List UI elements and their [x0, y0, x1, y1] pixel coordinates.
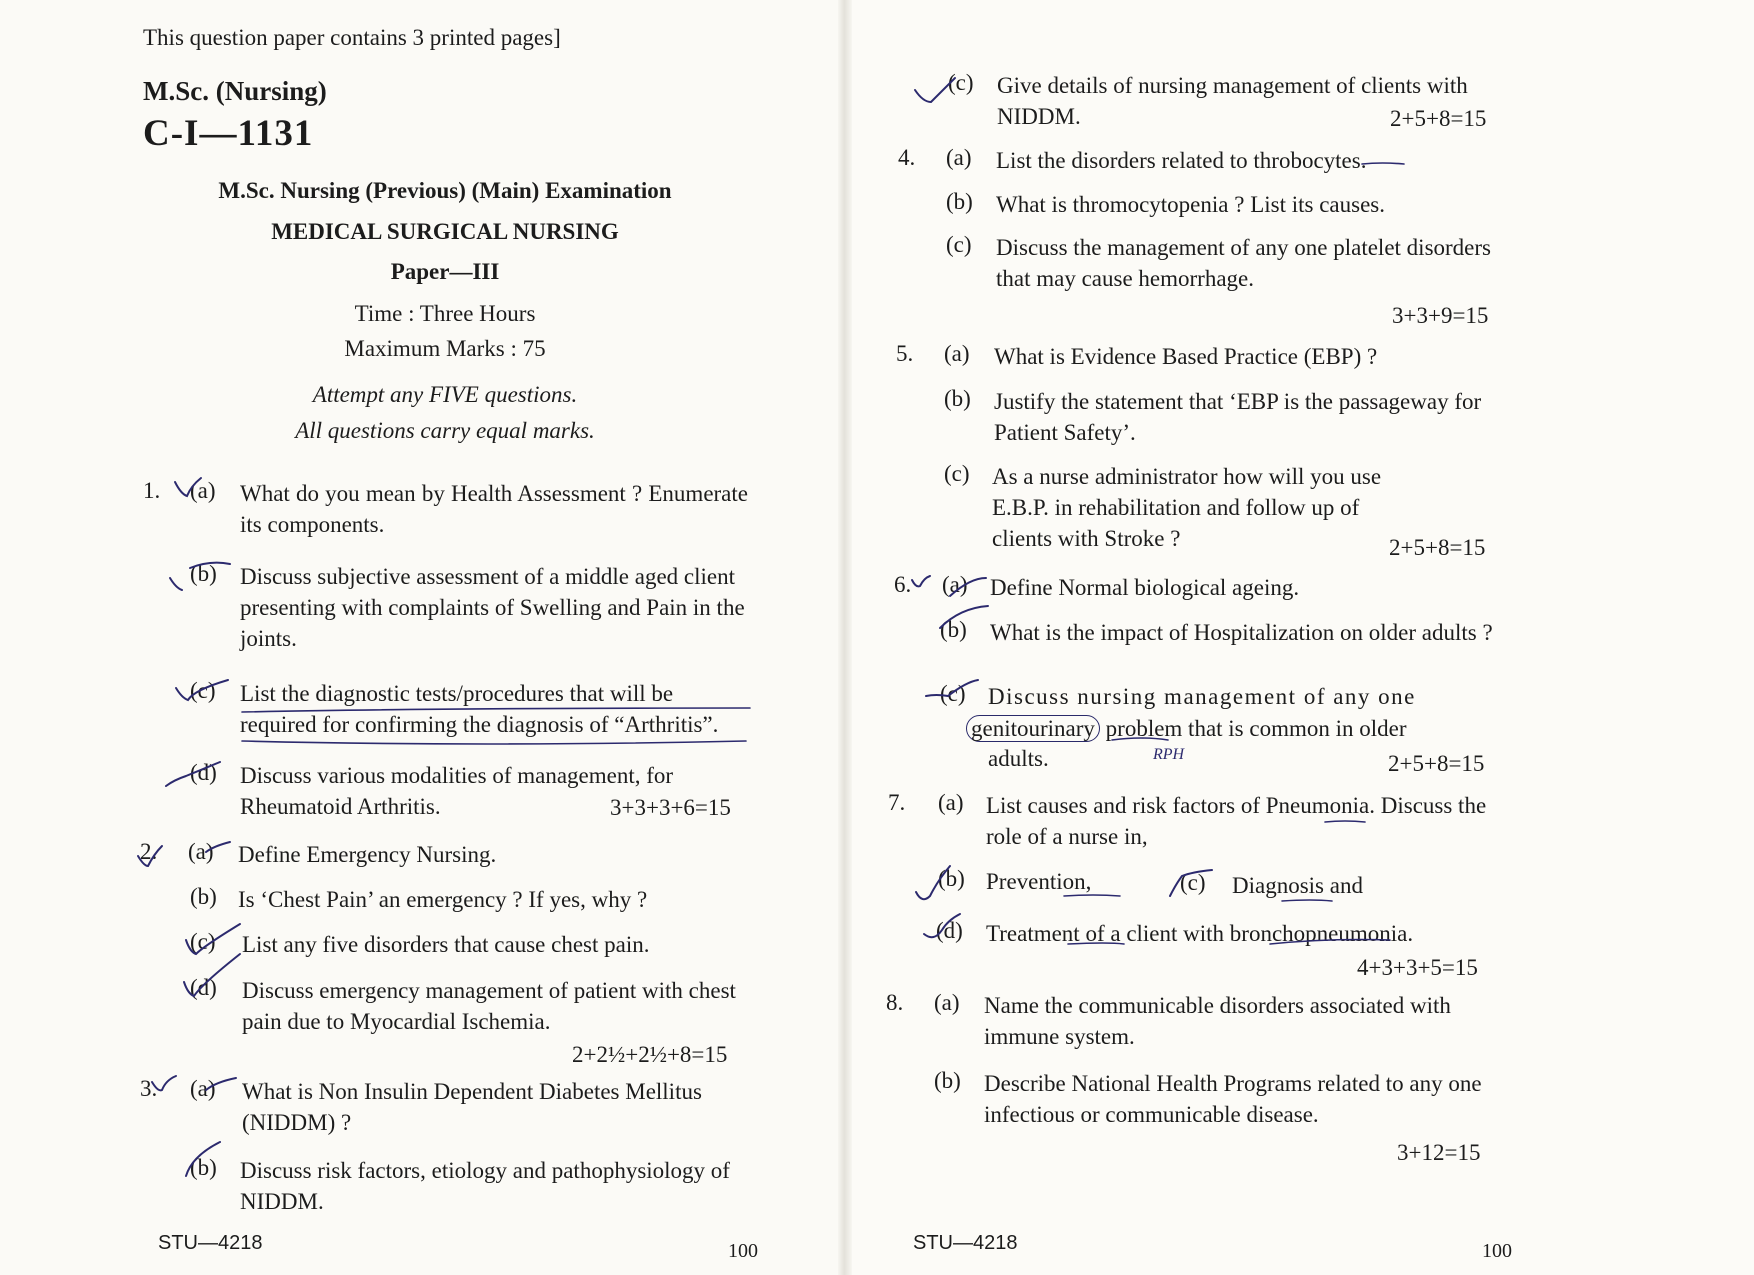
- q7-part-d-label: (d): [936, 918, 963, 943]
- question-6-number: 6.: [894, 572, 912, 597]
- q1-part-c-text: List the diagnostic tests/procedures that will be required for confirming the diagnosis of “Arthritis”.: [240, 681, 719, 737]
- q2-part-a-text: Define Emergency Nursing.: [238, 842, 497, 867]
- q3-part-c-text: Give details of nursing management of clients with NIDDM.: [997, 73, 1468, 129]
- right-footer-page: 100: [1482, 1240, 1512, 1262]
- instruction-attempt: Attempt any FIVE questions.: [312, 382, 578, 407]
- time-allowed: Time : Three Hours: [354, 301, 536, 326]
- right-footer-code: STU—4218: [913, 1232, 1018, 1254]
- paper-number: Paper—III: [390, 259, 500, 284]
- paper-code: C-I—1131: [143, 113, 314, 154]
- q3-part-b-label: (b): [190, 1155, 217, 1180]
- q6-part-b-label: (b): [940, 617, 967, 642]
- q6-part-c-text-line3: adults.: [988, 746, 1049, 771]
- q3-part-b-text: Discuss risk factors, etiology and pathophysiology of NIDDM.: [240, 1158, 730, 1214]
- q1-part-d-text: Discuss various modalities of management, for Rheumatoid Arthritis.: [240, 763, 674, 819]
- left-footer-code: STU—4218: [158, 1232, 263, 1254]
- q4-part-b-text: What is thromocytopenia ? List its causes.: [996, 192, 1385, 217]
- q7-marks: 4+3+3+5=15: [1357, 955, 1478, 980]
- q1-part-a-text: What do you mean by Health Assessment ? Enumerate its components.: [240, 481, 748, 537]
- q6-part-c-label: (c): [940, 681, 966, 706]
- q2-part-a-label: (a): [188, 839, 214, 864]
- q6-circled-word: genitourinary: [966, 715, 1100, 742]
- left-footer-page: 100: [728, 1240, 758, 1262]
- q1-part-b-text: Discuss subjective assessment of a middle aged client presenting with complaints of Swelling and Pain in the joints.: [240, 564, 745, 651]
- subject-title: MEDICAL SURGICAL NURSING: [271, 219, 619, 244]
- q4-part-b-label: (b): [946, 189, 973, 214]
- q8-part-a-label: (a): [934, 990, 960, 1015]
- q8-marks: 3+12=15: [1397, 1140, 1481, 1165]
- q8-part-b-text: Describe National Health Programs related to any one infectious or communicable disease.: [984, 1071, 1482, 1127]
- question-8-number: 8.: [886, 990, 904, 1015]
- q2-part-c-label: (c): [190, 929, 216, 954]
- q6-part-b-text: What is the impact of Hospitalization on older adults ?: [990, 620, 1493, 645]
- q4-part-c-text: Discuss the management of any one platelet disorders that may cause hemorrhage.: [996, 235, 1491, 291]
- question-5-number: 5.: [896, 341, 914, 366]
- page-count-note: This question paper contains 3 printed pages]: [143, 25, 561, 50]
- q7-part-d-text: Treatment of a client with bronchopneumonia.: [986, 921, 1414, 946]
- q7-part-b-text: Prevention,: [986, 869, 1092, 894]
- q8-part-b-label: (b): [934, 1068, 961, 1093]
- instruction-marks: All questions carry equal marks.: [295, 418, 595, 443]
- q5-part-b-text: Justify the statement that ‘EBP is the passageway for Patient Safety’.: [994, 389, 1482, 445]
- q2-part-b-text: Is ‘Chest Pain’ an emergency ? If yes, why ?: [238, 887, 648, 912]
- q4-part-c-label: (c): [946, 232, 972, 257]
- q4-part-a-text: List the disorders related to throbocytes.: [996, 148, 1367, 173]
- handwritten-margin-note: RPH: [1153, 746, 1185, 763]
- q5-part-c-text: As a nurse administrator how will you use E.B.P. in rehabilitation and follow up of clients with Stroke ?: [992, 464, 1382, 551]
- q1-part-d-label: (d): [190, 760, 217, 785]
- q1-part-a-label: (a): [190, 478, 216, 503]
- q5-marks: 2+5+8=15: [1389, 535, 1486, 560]
- q6-part-c-text-line2: [966, 713, 1500, 744]
- q5-part-a-text: What is Evidence Based Practice (EBP) ?: [994, 344, 1378, 369]
- question-4-number: 4.: [898, 145, 916, 170]
- exam-title: M.Sc. Nursing (Previous) (Main) Examination: [218, 178, 672, 203]
- maximum-marks: Maximum Marks : 75: [344, 336, 546, 361]
- q6-marks: 2+5+8=15: [1388, 751, 1485, 776]
- degree-title: M.Sc. (Nursing): [143, 76, 327, 106]
- q2-marks: 2+2½+2½+8=15: [572, 1042, 728, 1067]
- q2-part-d-text: Discuss emergency management of patient with chest pain due to Myocardial Ischemia.: [242, 978, 736, 1034]
- q5-part-a-label: (a): [944, 341, 970, 366]
- q3-marks: 2+5+8=15: [1390, 106, 1487, 131]
- question-7-number: 7.: [888, 790, 906, 815]
- q6-part-c-text-line1: Discuss nursing management of any one: [988, 684, 1416, 709]
- q7-part-c-label: (c): [1180, 870, 1206, 895]
- q7-part-a-label: (a): [938, 790, 964, 815]
- q2-part-d-label: (d): [190, 975, 217, 1000]
- q3-part-c-label: (c): [948, 70, 974, 95]
- q3-part-a-text: What is Non Insulin Dependent Diabetes Mellitus (NIDDM) ?: [242, 1079, 702, 1135]
- q6-part-a-label: (a): [942, 572, 968, 597]
- q2-part-b-label: (b): [190, 884, 217, 909]
- q8-part-a-text: Name the communicable disorders associated with immune system.: [984, 993, 1451, 1049]
- question-1-number: 1.: [143, 478, 161, 503]
- q3-part-a-label: (a): [190, 1076, 216, 1101]
- q4-marks: 3+3+9=15: [1392, 303, 1489, 328]
- q2-part-c-text: List any five disorders that cause chest pain.: [242, 932, 650, 957]
- q7-part-c-text: Diagnosis and: [1232, 873, 1363, 898]
- q7-part-b-label: (b): [938, 866, 965, 891]
- q6-part-c-rest: problem that is common in older: [1105, 716, 1407, 741]
- q7-part-a-text: List causes and risk factors of Pneumonia. Discuss the role of a nurse in,: [986, 793, 1487, 849]
- q1-part-b-label: (b): [190, 561, 217, 586]
- q1-marks: 3+3+3+6=15: [610, 795, 731, 820]
- question-3-number: 3.: [140, 1076, 158, 1101]
- question-2-number: 2.: [140, 839, 158, 864]
- q4-part-a-label: (a): [946, 145, 972, 170]
- q5-part-b-label: (b): [944, 386, 971, 411]
- q6-part-a-text: Define Normal biological ageing.: [990, 575, 1300, 600]
- q5-part-c-label: (c): [944, 461, 970, 486]
- q1-part-c-label: (c): [190, 678, 216, 703]
